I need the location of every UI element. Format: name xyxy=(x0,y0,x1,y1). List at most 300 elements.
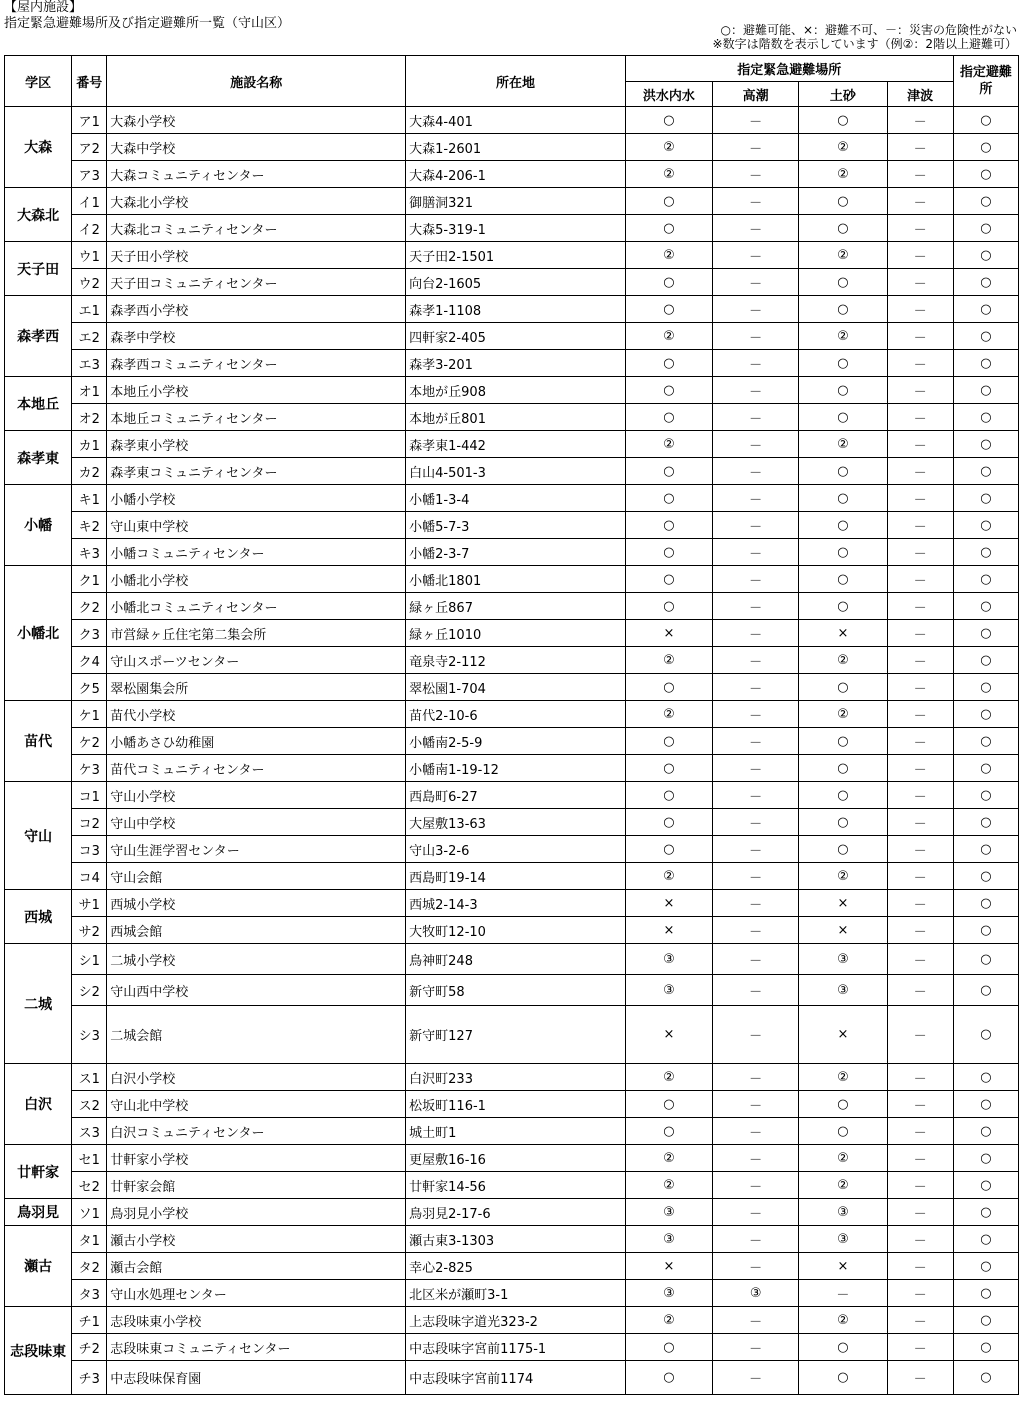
shelter-status: ○ xyxy=(953,1064,1018,1091)
row-number: エ1 xyxy=(72,296,107,323)
storm-status: － xyxy=(713,1199,799,1226)
facility-name: 守山会館 xyxy=(107,863,406,890)
tsunami-status: － xyxy=(887,728,953,755)
flood-status: × xyxy=(625,917,712,944)
tsunami-status: － xyxy=(887,674,953,701)
tsunami-status: － xyxy=(887,1253,953,1280)
address: 小幡2-3-7 xyxy=(406,539,626,566)
table-row xyxy=(5,1307,1019,1334)
storm-status: － xyxy=(713,566,799,593)
landslide-status: ○ xyxy=(799,1361,887,1395)
table-row xyxy=(5,593,1019,620)
table-row xyxy=(5,1172,1019,1199)
tsunami-status: － xyxy=(887,1118,953,1145)
storm-status: － xyxy=(713,377,799,404)
tsunami-status: － xyxy=(887,296,953,323)
storm-status: － xyxy=(713,161,799,188)
facility-name: 小幡あさひ幼稚園 xyxy=(107,728,406,755)
shelter-status: ○ xyxy=(953,944,1018,975)
shelter-status: ○ xyxy=(953,107,1018,134)
storm-status: － xyxy=(713,188,799,215)
row-number: シ1 xyxy=(72,944,107,975)
address: 瀬古東3-1303 xyxy=(406,1226,626,1253)
row-number: セ1 xyxy=(72,1145,107,1172)
landslide-status: ○ xyxy=(799,215,887,242)
row-number: コ4 xyxy=(72,863,107,890)
tsunami-status: － xyxy=(887,782,953,809)
table-row xyxy=(5,350,1019,377)
shelter-status: ○ xyxy=(953,350,1018,377)
storm-status: － xyxy=(713,1253,799,1280)
row-number: ス1 xyxy=(72,1064,107,1091)
landslide-status: ○ xyxy=(799,539,887,566)
address: 本地が丘801 xyxy=(406,404,626,431)
shelter-status: ○ xyxy=(953,296,1018,323)
storm-status: － xyxy=(713,755,799,782)
storm-status: － xyxy=(713,863,799,890)
storm-status: － xyxy=(713,890,799,917)
facility-name: 二城会館 xyxy=(107,1006,406,1064)
landslide-status: ③ xyxy=(799,975,887,1006)
district-cell: 大森北 xyxy=(5,188,72,242)
flood-status: ○ xyxy=(625,350,712,377)
landslide-status: × xyxy=(799,1253,887,1280)
row-number: キ1 xyxy=(72,485,107,512)
storm-status: － xyxy=(713,1064,799,1091)
row-number: チ2 xyxy=(72,1334,107,1361)
facility-name: 守山スポーツセンター xyxy=(107,647,406,674)
table-row xyxy=(5,647,1019,674)
facility-name: 守山東中学校 xyxy=(107,512,406,539)
facility-name: 天子田コミュニティセンター xyxy=(107,269,406,296)
tsunami-status: － xyxy=(887,323,953,350)
storm-status: － xyxy=(713,1334,799,1361)
tsunami-status: － xyxy=(887,566,953,593)
shelter-status: ○ xyxy=(953,1334,1018,1361)
district-cell: 森孝西 xyxy=(5,296,72,377)
flood-status: ② xyxy=(625,134,712,161)
flood-status: × xyxy=(625,890,712,917)
facility-name: 大森北コミュニティセンター xyxy=(107,215,406,242)
table-row xyxy=(5,1118,1019,1145)
landslide-status: ② xyxy=(799,863,887,890)
row-number: イ2 xyxy=(72,215,107,242)
tsunami-status: － xyxy=(887,890,953,917)
tsunami-status: － xyxy=(887,215,953,242)
tsunami-status: － xyxy=(887,1006,953,1064)
flood-status: ③ xyxy=(625,975,712,1006)
flood-status: ○ xyxy=(625,1334,712,1361)
landslide-status: ○ xyxy=(799,809,887,836)
address: 向台2-1605 xyxy=(406,269,626,296)
facility-name: 翠松園集会所 xyxy=(107,674,406,701)
table-row xyxy=(5,917,1019,944)
shelter-status: ○ xyxy=(953,593,1018,620)
landslide-status: ② xyxy=(799,647,887,674)
flood-status: ○ xyxy=(625,485,712,512)
col-district: 学区 xyxy=(5,56,72,107)
shelter-status: ○ xyxy=(953,1253,1018,1280)
storm-status: － xyxy=(713,1091,799,1118)
table-row xyxy=(5,782,1019,809)
address: 松坂町116-1 xyxy=(406,1091,626,1118)
shelter-status: ○ xyxy=(953,674,1018,701)
facility-name: 大森北小学校 xyxy=(107,188,406,215)
shelter-status: ○ xyxy=(953,1172,1018,1199)
table-row xyxy=(5,296,1019,323)
district-cell: 苗代 xyxy=(5,701,72,782)
tsunami-status: － xyxy=(887,1172,953,1199)
facility-name: 苗代コミュニティセンター xyxy=(107,755,406,782)
tsunami-status: － xyxy=(887,512,953,539)
storm-status: － xyxy=(713,728,799,755)
row-number: タ3 xyxy=(72,1280,107,1307)
flood-status: ○ xyxy=(625,296,712,323)
storm-status: － xyxy=(713,458,799,485)
storm-status: － xyxy=(713,593,799,620)
table-row xyxy=(5,701,1019,728)
address: 城土町1 xyxy=(406,1118,626,1145)
address: 小幡5-7-3 xyxy=(406,512,626,539)
address: 本地が丘908 xyxy=(406,377,626,404)
tsunami-status: － xyxy=(887,1145,953,1172)
row-number: イ1 xyxy=(72,188,107,215)
tsunami-status: － xyxy=(887,1199,953,1226)
shelter-table xyxy=(4,55,1019,1395)
shelter-status: ○ xyxy=(953,458,1018,485)
address: 天子田2-1501 xyxy=(406,242,626,269)
facility-name: 守山中学校 xyxy=(107,809,406,836)
facility-name: 森孝西小学校 xyxy=(107,296,406,323)
storm-status: － xyxy=(713,1172,799,1199)
row-number: カ1 xyxy=(72,431,107,458)
tsunami-status: － xyxy=(887,863,953,890)
row-number: ソ1 xyxy=(72,1199,107,1226)
facility-name: 守山小学校 xyxy=(107,782,406,809)
landslide-status: ② xyxy=(799,701,887,728)
row-number: ウ2 xyxy=(72,269,107,296)
flood-status: ○ xyxy=(625,836,712,863)
storm-status: － xyxy=(713,269,799,296)
facility-name: 西城会館 xyxy=(107,917,406,944)
flood-status: × xyxy=(625,620,712,647)
facility-name: 鳥羽見小学校 xyxy=(107,1199,406,1226)
storm-status: － xyxy=(713,1006,799,1064)
address: 竜泉寺2-112 xyxy=(406,647,626,674)
shelter-status: ○ xyxy=(953,1145,1018,1172)
storm-status: － xyxy=(713,836,799,863)
row-number: ケ3 xyxy=(72,755,107,782)
shelter-status: ○ xyxy=(953,188,1018,215)
address: 中志段味字宮前1175-1 xyxy=(406,1334,626,1361)
facility-name: 森孝西コミュニティセンター xyxy=(107,350,406,377)
address: 森孝3-201 xyxy=(406,350,626,377)
table-row xyxy=(5,161,1019,188)
table-row xyxy=(5,539,1019,566)
shelter-status: ○ xyxy=(953,512,1018,539)
tsunami-status: － xyxy=(887,836,953,863)
landslide-status: ○ xyxy=(799,1334,887,1361)
landslide-status: ○ xyxy=(799,674,887,701)
address: 大屋敷13-63 xyxy=(406,809,626,836)
flood-status: ○ xyxy=(625,755,712,782)
district-cell: 瀬古 xyxy=(5,1226,72,1307)
table-row xyxy=(5,836,1019,863)
facility-name: 志段味東コミュニティセンター xyxy=(107,1334,406,1361)
tsunami-status: － xyxy=(887,107,953,134)
landslide-status: ② xyxy=(799,134,887,161)
facility-name: 瀬古会館 xyxy=(107,1253,406,1280)
landslide-status: × xyxy=(799,620,887,647)
table-row xyxy=(5,566,1019,593)
address: 更屋敷16-16 xyxy=(406,1145,626,1172)
address: 緑ヶ丘1010 xyxy=(406,620,626,647)
address: 白沢町233 xyxy=(406,1064,626,1091)
row-number: サ2 xyxy=(72,917,107,944)
flood-status: ○ xyxy=(625,377,712,404)
col-emergency-group: 指定緊急避難場所 xyxy=(625,56,953,82)
tsunami-status: － xyxy=(887,431,953,458)
facility-name: 守山西中学校 xyxy=(107,975,406,1006)
facility-name: 守山生涯学習センター xyxy=(107,836,406,863)
facility-name: 小幡小学校 xyxy=(107,485,406,512)
shelter-status: ○ xyxy=(953,975,1018,1006)
tsunami-status: － xyxy=(887,350,953,377)
landslide-status: ○ xyxy=(799,566,887,593)
shelter-status: ○ xyxy=(953,620,1018,647)
table-row xyxy=(5,269,1019,296)
tsunami-status: － xyxy=(887,647,953,674)
facility-name: 小幡北コミュニティセンター xyxy=(107,593,406,620)
landslide-status: ② xyxy=(799,1064,887,1091)
col-storm: 高潮 xyxy=(713,82,799,107)
tsunami-status: － xyxy=(887,1361,953,1395)
storm-status: － xyxy=(713,215,799,242)
storm-status: － xyxy=(713,539,799,566)
address: 中志段味字宮前1174 xyxy=(406,1361,626,1395)
tsunami-status: － xyxy=(887,1064,953,1091)
row-number: ア2 xyxy=(72,134,107,161)
landslide-status: ○ xyxy=(799,404,887,431)
col-name: 施設名称 xyxy=(107,56,406,107)
flood-status: ○ xyxy=(625,458,712,485)
row-number: エ3 xyxy=(72,350,107,377)
address: 小幡1-3-4 xyxy=(406,485,626,512)
col-shelter xyxy=(953,56,1018,107)
shelter-status: ○ xyxy=(953,404,1018,431)
landslide-status: ③ xyxy=(799,1226,887,1253)
landslide-status: ③ xyxy=(799,1199,887,1226)
landslide-status: ② xyxy=(799,161,887,188)
facility-name: 本地丘小学校 xyxy=(107,377,406,404)
address: 守山3-2-6 xyxy=(406,836,626,863)
tsunami-status: － xyxy=(887,188,953,215)
table-row xyxy=(5,1091,1019,1118)
storm-status: － xyxy=(713,242,799,269)
tsunami-status: － xyxy=(887,1226,953,1253)
facility-name: 大森小学校 xyxy=(107,107,406,134)
shelter-status: ○ xyxy=(953,161,1018,188)
facility-name: 小幡北小学校 xyxy=(107,566,406,593)
tsunami-status: － xyxy=(887,269,953,296)
address: 西城2-14-3 xyxy=(406,890,626,917)
flood-status: ○ xyxy=(625,809,712,836)
row-number: チ1 xyxy=(72,1307,107,1334)
table-row xyxy=(5,890,1019,917)
flood-status: ② xyxy=(625,863,712,890)
flood-status: ○ xyxy=(625,566,712,593)
table-row xyxy=(5,620,1019,647)
flood-status: ③ xyxy=(625,1226,712,1253)
row-number: エ2 xyxy=(72,323,107,350)
tsunami-status: － xyxy=(887,701,953,728)
landslide-status: ② xyxy=(799,1145,887,1172)
tsunami-status: － xyxy=(887,593,953,620)
table-row xyxy=(5,107,1019,134)
address: 鳥神町248 xyxy=(406,944,626,975)
flood-status: ○ xyxy=(625,107,712,134)
storm-status: － xyxy=(713,134,799,161)
storm-status: － xyxy=(713,674,799,701)
address: 苗代2-10-6 xyxy=(406,701,626,728)
table-row xyxy=(5,755,1019,782)
landslide-status: ② xyxy=(799,1172,887,1199)
flood-status: ○ xyxy=(625,1091,712,1118)
flood-status: ② xyxy=(625,242,712,269)
table-row xyxy=(5,728,1019,755)
landslide-status: ○ xyxy=(799,269,887,296)
legend-block xyxy=(713,23,1017,51)
district-cell: 守山 xyxy=(5,782,72,890)
facility-name: 白沢コミュニティセンター xyxy=(107,1118,406,1145)
tsunami-status: － xyxy=(887,1091,953,1118)
district-cell: 小幡北 xyxy=(5,566,72,701)
row-number: ク2 xyxy=(72,593,107,620)
tsunami-status: － xyxy=(887,161,953,188)
table-row xyxy=(5,674,1019,701)
address: 御膳洞321 xyxy=(406,188,626,215)
shelter-status: ○ xyxy=(953,539,1018,566)
legend-text: ○：避難可能、×：避難不可、－：災害の危険性がない xyxy=(720,23,1017,37)
flood-status: ② xyxy=(625,1145,712,1172)
col-shelter-label: 指定避難所 xyxy=(959,65,1012,97)
flood-status: ○ xyxy=(625,512,712,539)
storm-status: － xyxy=(713,809,799,836)
landslide-status: ○ xyxy=(799,1091,887,1118)
landslide-status: × xyxy=(799,917,887,944)
table-row xyxy=(5,323,1019,350)
row-number: タ2 xyxy=(72,1253,107,1280)
table-row xyxy=(5,1253,1019,1280)
facility-name: 二城小学校 xyxy=(107,944,406,975)
address: 小幡北1801 xyxy=(406,566,626,593)
facility-name: 天子田小学校 xyxy=(107,242,406,269)
shelter-status: ○ xyxy=(953,134,1018,161)
tsunami-status: － xyxy=(887,377,953,404)
shelter-status: ○ xyxy=(953,863,1018,890)
flood-status: × xyxy=(625,1006,712,1064)
row-number: オ2 xyxy=(72,404,107,431)
tsunami-status: － xyxy=(887,975,953,1006)
district-cell: 志段味東 xyxy=(5,1307,72,1395)
shelter-status: ○ xyxy=(953,269,1018,296)
tsunami-status: － xyxy=(887,620,953,647)
address: 西島町6-27 xyxy=(406,782,626,809)
district-cell: 大森 xyxy=(5,107,72,188)
section-label: 【屋内施設】 xyxy=(4,0,83,15)
storm-status: － xyxy=(713,647,799,674)
table-row xyxy=(5,512,1019,539)
table-row xyxy=(5,1006,1019,1064)
row-number: ス3 xyxy=(72,1118,107,1145)
facility-name: 本地丘コミュニティセンター xyxy=(107,404,406,431)
flood-status: ○ xyxy=(625,674,712,701)
col-address: 所在地 xyxy=(406,56,626,107)
landslide-status: ○ xyxy=(799,593,887,620)
shelter-status: ○ xyxy=(953,836,1018,863)
row-number: ク5 xyxy=(72,674,107,701)
landslide-status: ○ xyxy=(799,350,887,377)
table-row xyxy=(5,1361,1019,1395)
tsunami-status: － xyxy=(887,944,953,975)
district-cell: 天子田 xyxy=(5,242,72,296)
row-number: サ1 xyxy=(72,890,107,917)
facility-name: 森孝東小学校 xyxy=(107,431,406,458)
flood-status: ○ xyxy=(625,1118,712,1145)
landslide-status: ③ xyxy=(799,944,887,975)
shelter-status: ○ xyxy=(953,782,1018,809)
landslide-status: ○ xyxy=(799,107,887,134)
address: 北区米が瀬町3-1 xyxy=(406,1280,626,1307)
flood-status: ② xyxy=(625,323,712,350)
landslide-status: ○ xyxy=(799,755,887,782)
address: 森孝1-1108 xyxy=(406,296,626,323)
address: 鳥羽見2-17-6 xyxy=(406,1199,626,1226)
flood-status: ○ xyxy=(625,404,712,431)
tsunami-status: － xyxy=(887,458,953,485)
landslide-status: ○ xyxy=(799,458,887,485)
storm-status: － xyxy=(713,620,799,647)
district-cell: 本地丘 xyxy=(5,377,72,431)
table-row xyxy=(5,1334,1019,1361)
address: 大森4-206-1 xyxy=(406,161,626,188)
row-number: キ2 xyxy=(72,512,107,539)
shelter-status: ○ xyxy=(953,917,1018,944)
row-number: タ1 xyxy=(72,1226,107,1253)
shelter-status: ○ xyxy=(953,1361,1018,1395)
table-row xyxy=(5,1145,1019,1172)
address: 新守町58 xyxy=(406,975,626,1006)
tsunami-status: － xyxy=(887,1280,953,1307)
table-row xyxy=(5,458,1019,485)
storm-status: － xyxy=(713,296,799,323)
row-number: コ2 xyxy=(72,809,107,836)
flood-status: ② xyxy=(625,431,712,458)
table-row xyxy=(5,377,1019,404)
row-number: ア1 xyxy=(72,107,107,134)
flood-status: ○ xyxy=(625,728,712,755)
shelter-status: ○ xyxy=(953,890,1018,917)
flood-status: ○ xyxy=(625,593,712,620)
landslide-status: ② xyxy=(799,431,887,458)
storm-status: － xyxy=(713,944,799,975)
district-cell: 西城 xyxy=(5,890,72,944)
facility-name: 志段味東小学校 xyxy=(107,1307,406,1334)
flood-status: ② xyxy=(625,161,712,188)
table-row xyxy=(5,1064,1019,1091)
facility-name: 苗代小学校 xyxy=(107,701,406,728)
facility-name: 守山水処理センター xyxy=(107,1280,406,1307)
